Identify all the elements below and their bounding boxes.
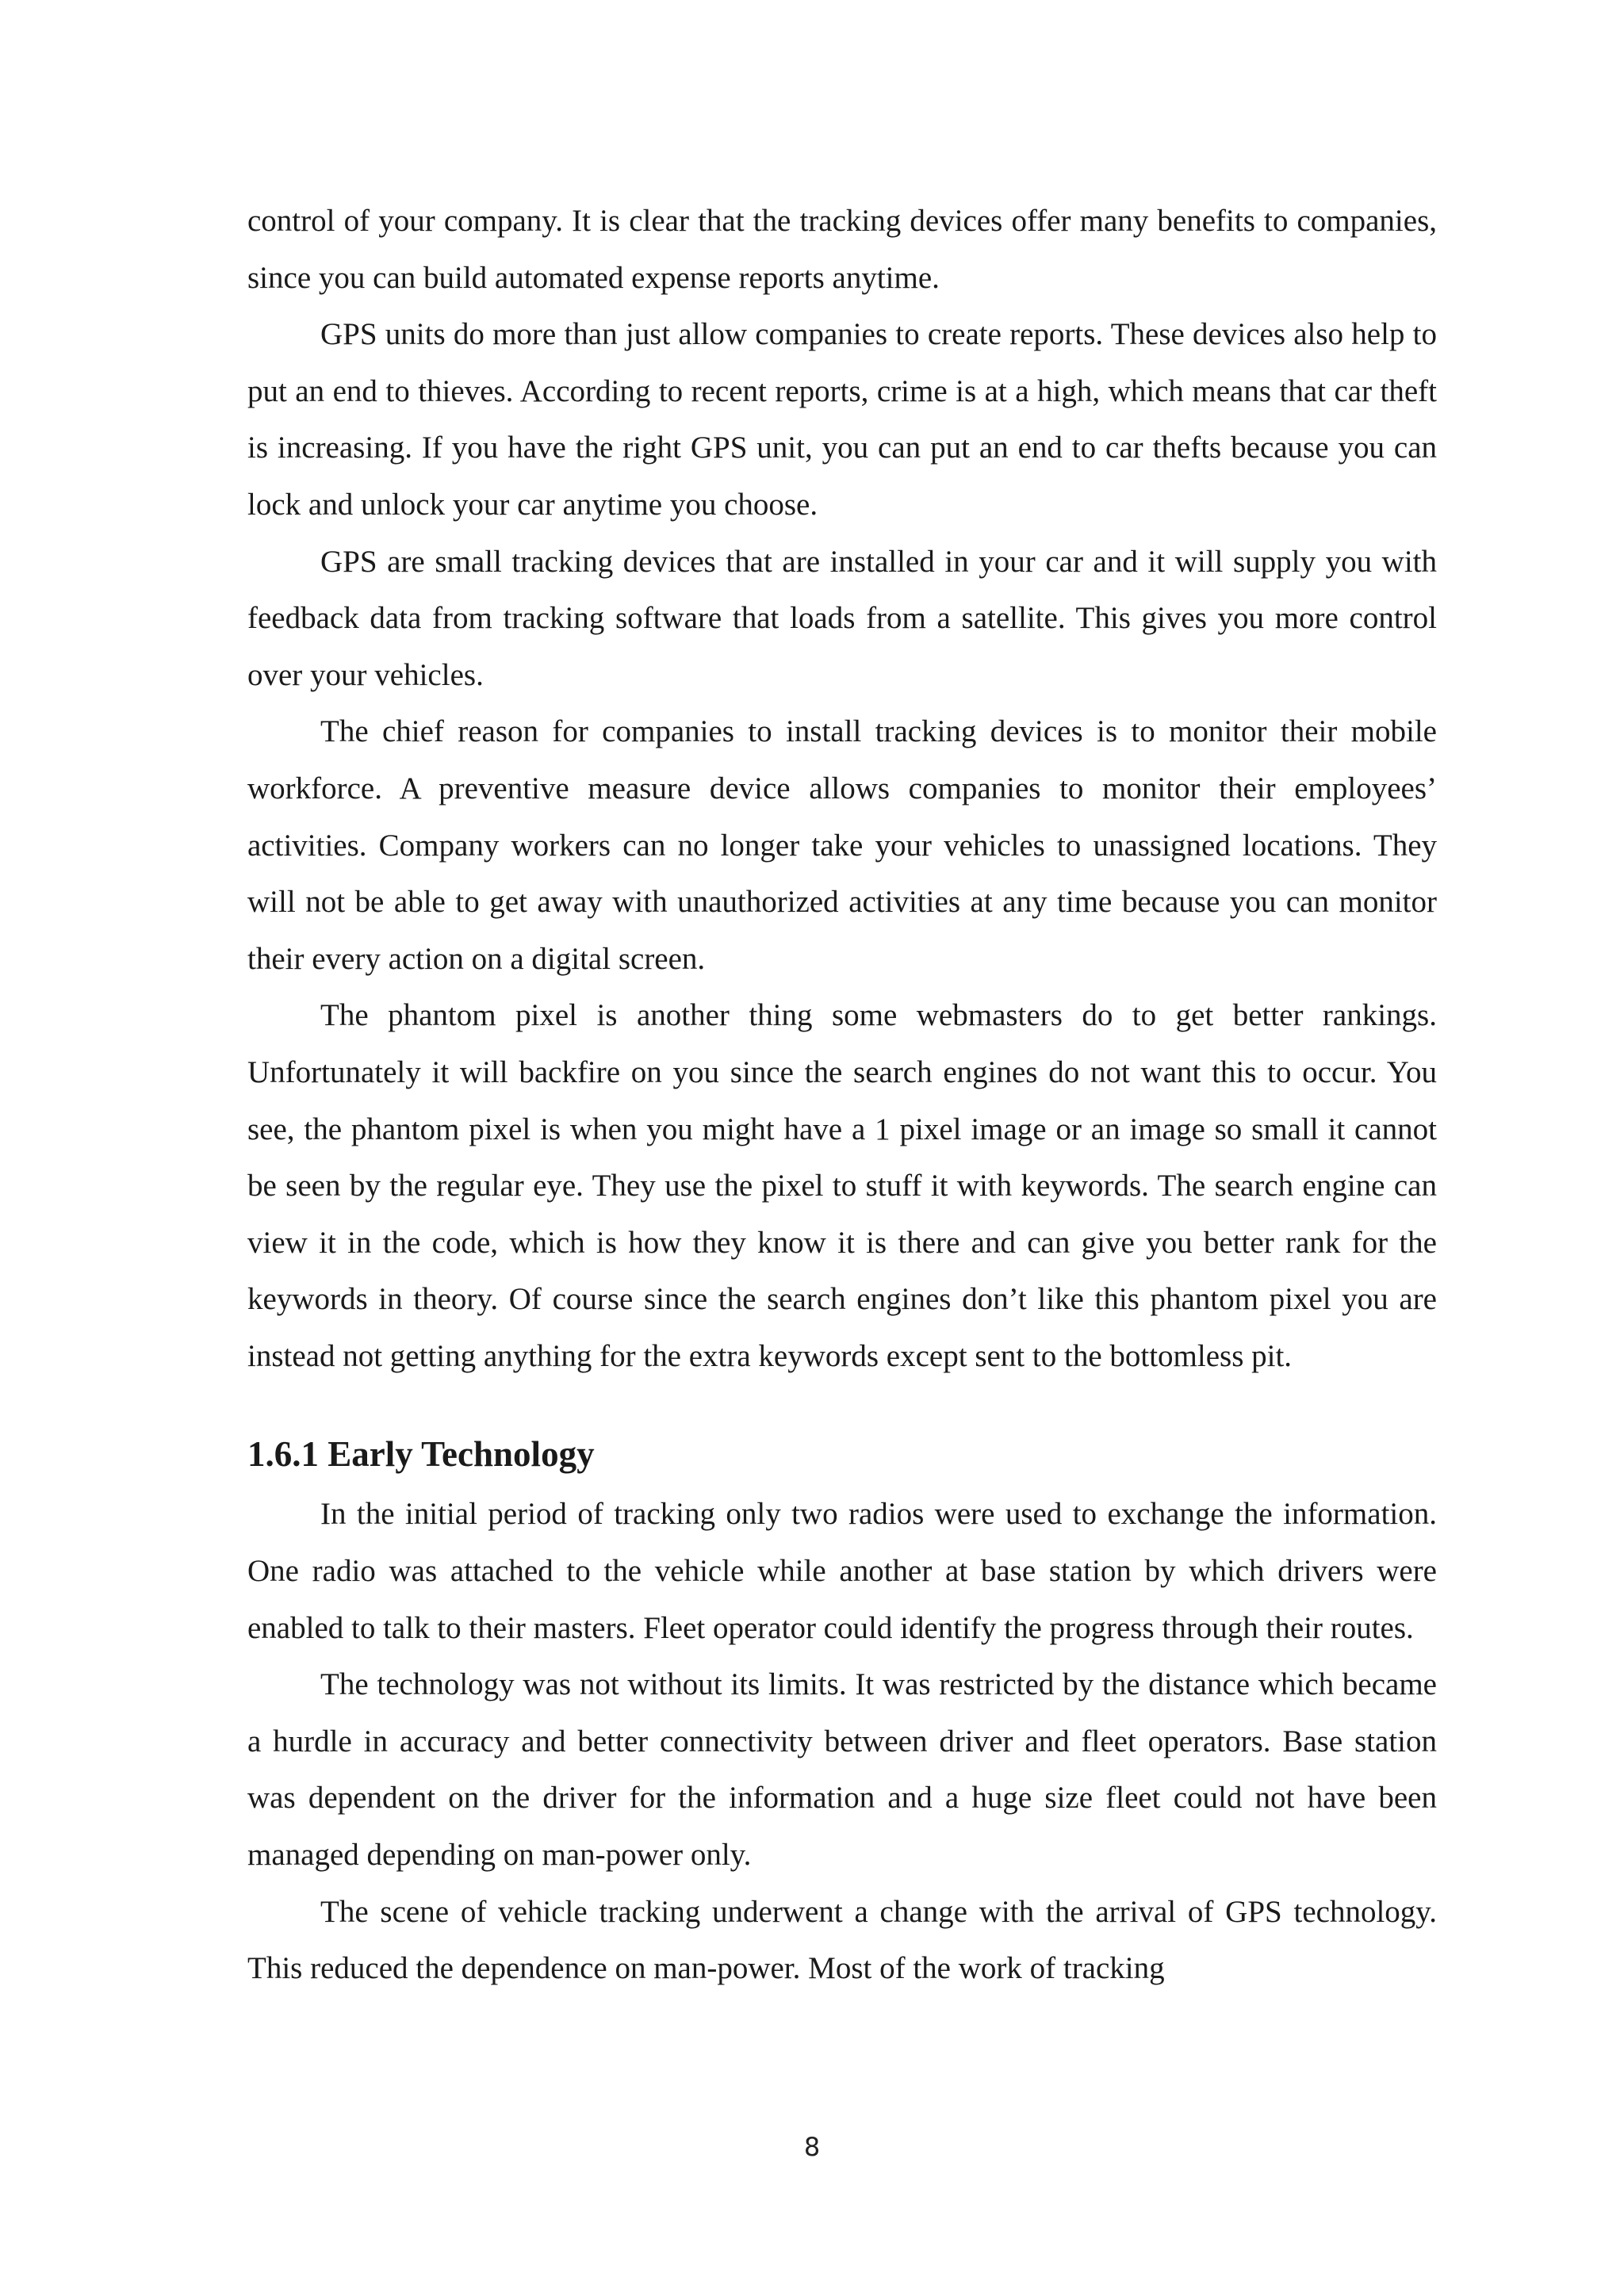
paragraph-gps-units: GPS units do more than just allow companies to create reports. These devices also help to put an end to thieves. According to recent reports, crime is at a high, which means that car theft is increasing. If you have the right GPS unit, you can put an end to car thefts because you can lock and unlock your car anytime you choose. [247, 317, 1437, 522]
section-heading: 1.6.1 Early Technology [247, 1434, 595, 1475]
paragraph-continuation: control of your company. It is clear that the tracking devices offer many benefits to companies, since you can build automated expense reports anytime. [247, 204, 1437, 295]
paragraph-phantom-pixel: The phantom pixel is another thing some webmasters do to get better rankings. Unfortunately it will backfire on you since the search engines do not want this to occur. You see, the phantom pixel is when you might have a 1 pixel image or an image so small it cannot be seen by the regular eye. They use the pixel to stuff it with keywords. The search engine can view it in the code, which is how they know it is there and can give you better rank for the keywords in theory. Of course since the search engines don’t like this phantom pixel you are instead not getting anything for the extra keywords except sent to the bottomless pit. [247, 998, 1437, 1373]
paragraph-initial-period: In the initial period of tracking only two radios were used to exchange the information. One radio was attached to the vehicle while another at base station by which drivers were enabled to talk to their masters. Fleet operator could identify the progress through their routes. [247, 1497, 1437, 1645]
paragraph-gps-arrival: The scene of vehicle tracking underwent a change with the arrival of GPS technology. This reduced the dependence on man-power. Most of the work of tracking [247, 1894, 1437, 1986]
page-number: 8 [803, 2132, 821, 2162]
paragraph-gps-devices: GPS are small tracking devices that are installed in your car and it will supply you with feedback data from tracking software that loads from a satellite. This gives you more control over your vehicles. [247, 544, 1437, 692]
page-body [247, 193, 1437, 1997]
paragraph-technology-limits: The technology was not without its limits. It was restricted by the distance which became a hurdle in accuracy and better connectivity between driver and fleet operators. Base station was dependent on the driver for the information and a huge size fleet could not have been managed depending on man-power only. [247, 1667, 1437, 1873]
paragraph-chief-reason: The chief reason for companies to install tracking devices is to monitor their mobile workforce. A preventive measure device allows companies to monitor their employees’ activities. Company workers can no longer take your vehicles to unassigned locations. They will not be able to get away with unauthorized activities at any time because you can monitor their every action on a digital screen. [247, 714, 1437, 976]
